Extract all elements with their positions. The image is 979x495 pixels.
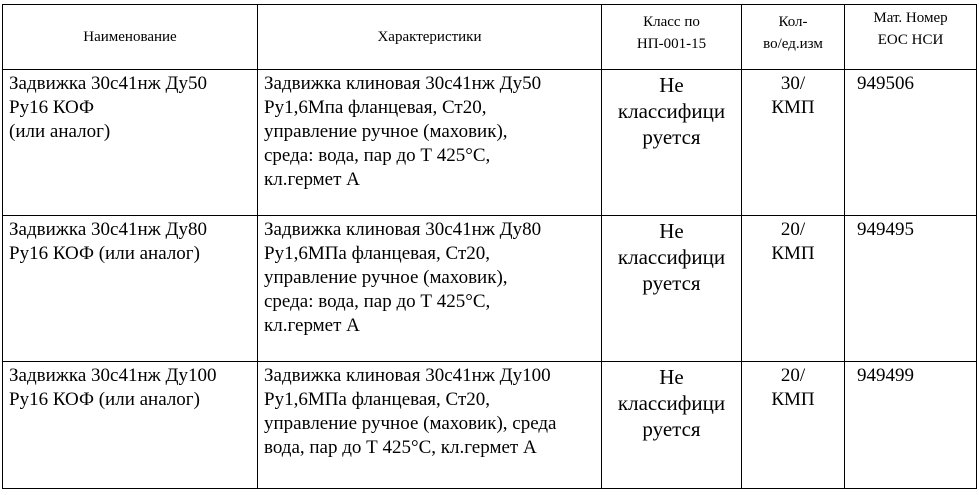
cell-class xyxy=(602,216,742,362)
cell-quantity xyxy=(742,362,845,489)
cell-quantity-text: 20/ КМП xyxy=(771,365,815,410)
cell-characteristics xyxy=(258,70,602,216)
header-characteristics xyxy=(258,5,602,70)
cell-class-text: Не классифици руется xyxy=(617,219,726,295)
cell-characteristics xyxy=(258,362,602,489)
cell-name xyxy=(3,70,258,216)
header-name-label: Наименование xyxy=(83,29,177,45)
cell-quantity-text: 20/ КМП xyxy=(771,219,815,264)
header-quantity xyxy=(742,5,845,70)
cell-material-number-text: 949499 xyxy=(857,365,914,386)
cell-class xyxy=(602,362,742,489)
header-material-number-label: Мат. Номер ЕОС НСИ xyxy=(873,10,948,48)
header-name xyxy=(3,5,258,70)
cell-quantity xyxy=(742,70,845,216)
header-class-label: Класс по НП-001-15 xyxy=(636,14,707,52)
cell-class xyxy=(602,70,742,216)
cell-material-number-text: 949495 xyxy=(857,219,914,240)
cell-name-text: Задвижка 30с41нж Ду100 Ру16 КОФ (или аналог) xyxy=(9,365,217,410)
cell-characteristics xyxy=(258,216,602,362)
header-characteristics-label: Характеристики xyxy=(377,29,482,45)
cell-characteristics-text: Задвижка клиновая 30с41нж Ду100 Ру1,6МПа фланцевая, Ст20, управление ручное (маховик), среда вода, пар до Т 425°С, кл.гермет А xyxy=(264,365,557,458)
cell-material-number xyxy=(845,70,977,216)
header-material-number xyxy=(845,5,977,70)
table-row xyxy=(3,216,977,362)
cell-material-number xyxy=(845,216,977,362)
cell-name-text: Задвижка 30с41нж Ду80 Ру16 КОФ (или аналог) xyxy=(9,219,207,264)
header-row xyxy=(3,5,977,70)
cell-material-number xyxy=(845,362,977,489)
cell-quantity xyxy=(742,216,845,362)
cell-name xyxy=(3,216,258,362)
cell-characteristics-text: Задвижка клиновая 30с41нж Ду50 Ру1,6Мпа фланцевая, Ст20, управление ручное (маховик), среда: вода, пар до Т 425°С, кл.гермет А xyxy=(264,73,542,190)
header-class xyxy=(602,5,742,70)
cell-class-text: Не классифици руется xyxy=(617,73,726,149)
cell-material-number-text: 949506 xyxy=(857,73,914,94)
table-row xyxy=(3,70,977,216)
specification-table xyxy=(2,4,977,489)
cell-name-text: Задвижка 30с41нж Ду50 Ру16 КОФ (или аналог) xyxy=(9,73,207,142)
table-row xyxy=(3,362,977,489)
cell-name xyxy=(3,362,258,489)
cell-characteristics-text: Задвижка клиновая 30с41нж Ду80 Ру1,6МПа фланцевая, Ст20, управление ручное (маховик), среда: вода, пар до Т 425°С, кл.гермет А xyxy=(264,219,542,336)
cell-class-text: Не классифици руется xyxy=(617,365,726,441)
header-quantity-label: Кол- во/ед.изм xyxy=(763,14,823,52)
cell-quantity-text: 30/ КМП xyxy=(771,73,815,118)
